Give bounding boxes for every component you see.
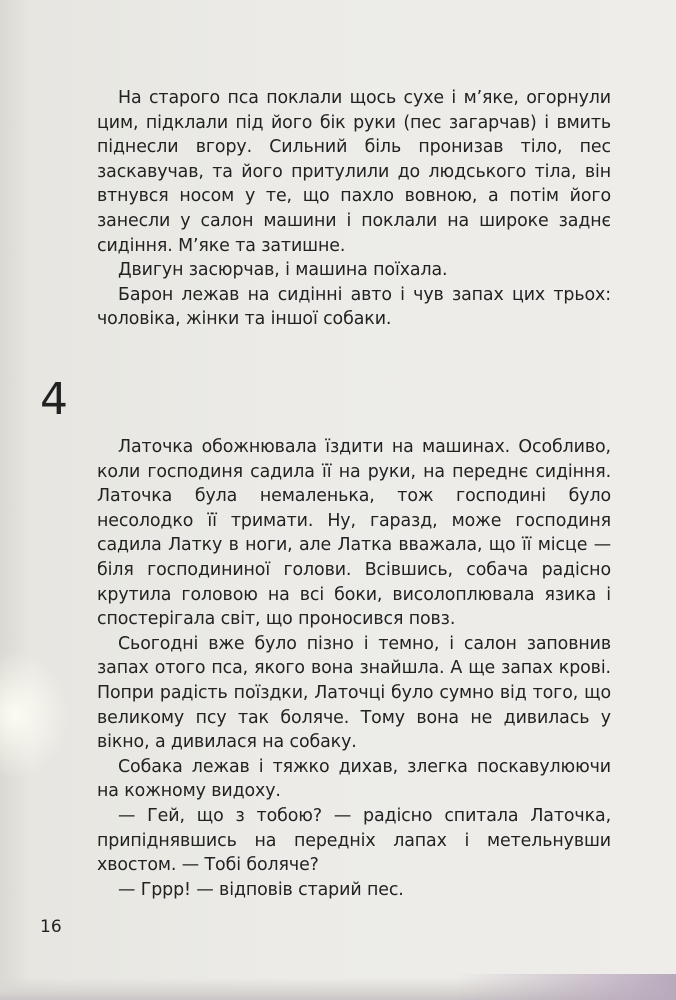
paragraph: — Гей, що з тобою? — радісно спитала Латочка, припіднявшись на передніх лапах і метельнувши хвостом. — Тобі боляче?	[97, 805, 611, 876]
paragraph: — Гррр! — відповів старий пес.	[118, 879, 404, 900]
paragraph: Барон лежав на сидінні авто і чув запах цих трьох: чоловіка, жінки та іншої собаки.	[97, 284, 611, 330]
paragraph: Сьогодні вже було пізно і темно, і салон заповнив запах отого пса, якого вона знайшла. А ще запах крові. Попри радість поїздки, Латочці було сумно від того, що великому псу так боляче. Тому вона не дивилась у вікно, а дивилася на собаку.	[97, 633, 611, 753]
text-block-chapter-4	[97, 435, 611, 902]
page-gutter-shadow	[0, 0, 30, 1000]
light-glare	[0, 650, 70, 780]
page-number: 16	[40, 917, 62, 937]
paragraph: Латочка обожнювала їздити на машинах. Особливо, коли господиня садила її на руки, на переднє сидіння. Латочка була немаленька, тож господині було несолодко її тримати. Ну, гаразд, може господиня садила Латку в ноги, але Латка вважала, що її місце — біля господининої голови. Всівшись, собача радісно крутила головою на всі боки, висолоплювала язика і спостерігала світ, що проносився повз.	[97, 437, 611, 630]
chapter-number: 4	[40, 374, 68, 425]
paragraph: Собака лежав і тяжко дихав, злегка поскавулюючи на кожному видоху.	[97, 756, 611, 802]
text-block-opening	[97, 86, 611, 332]
paragraph: Двигун засюрчав, і машина поїхала.	[118, 260, 448, 281]
paragraph: На старого пса поклали щось сухе і м’яке, огорнули цим, підклали під його бік руки (пес загарчав) і вмить піднесли вгору. Сильний біль пронизав тіло, пес заскавучав, та його притулили до людського тіла, він втнувся носом у те, що пахло вовною, а потім його занесли у салон машини і поклали на широке заднє сидіння. М’яке та затишне.	[97, 88, 611, 256]
page-bottom-edge-tint	[456, 974, 676, 1000]
